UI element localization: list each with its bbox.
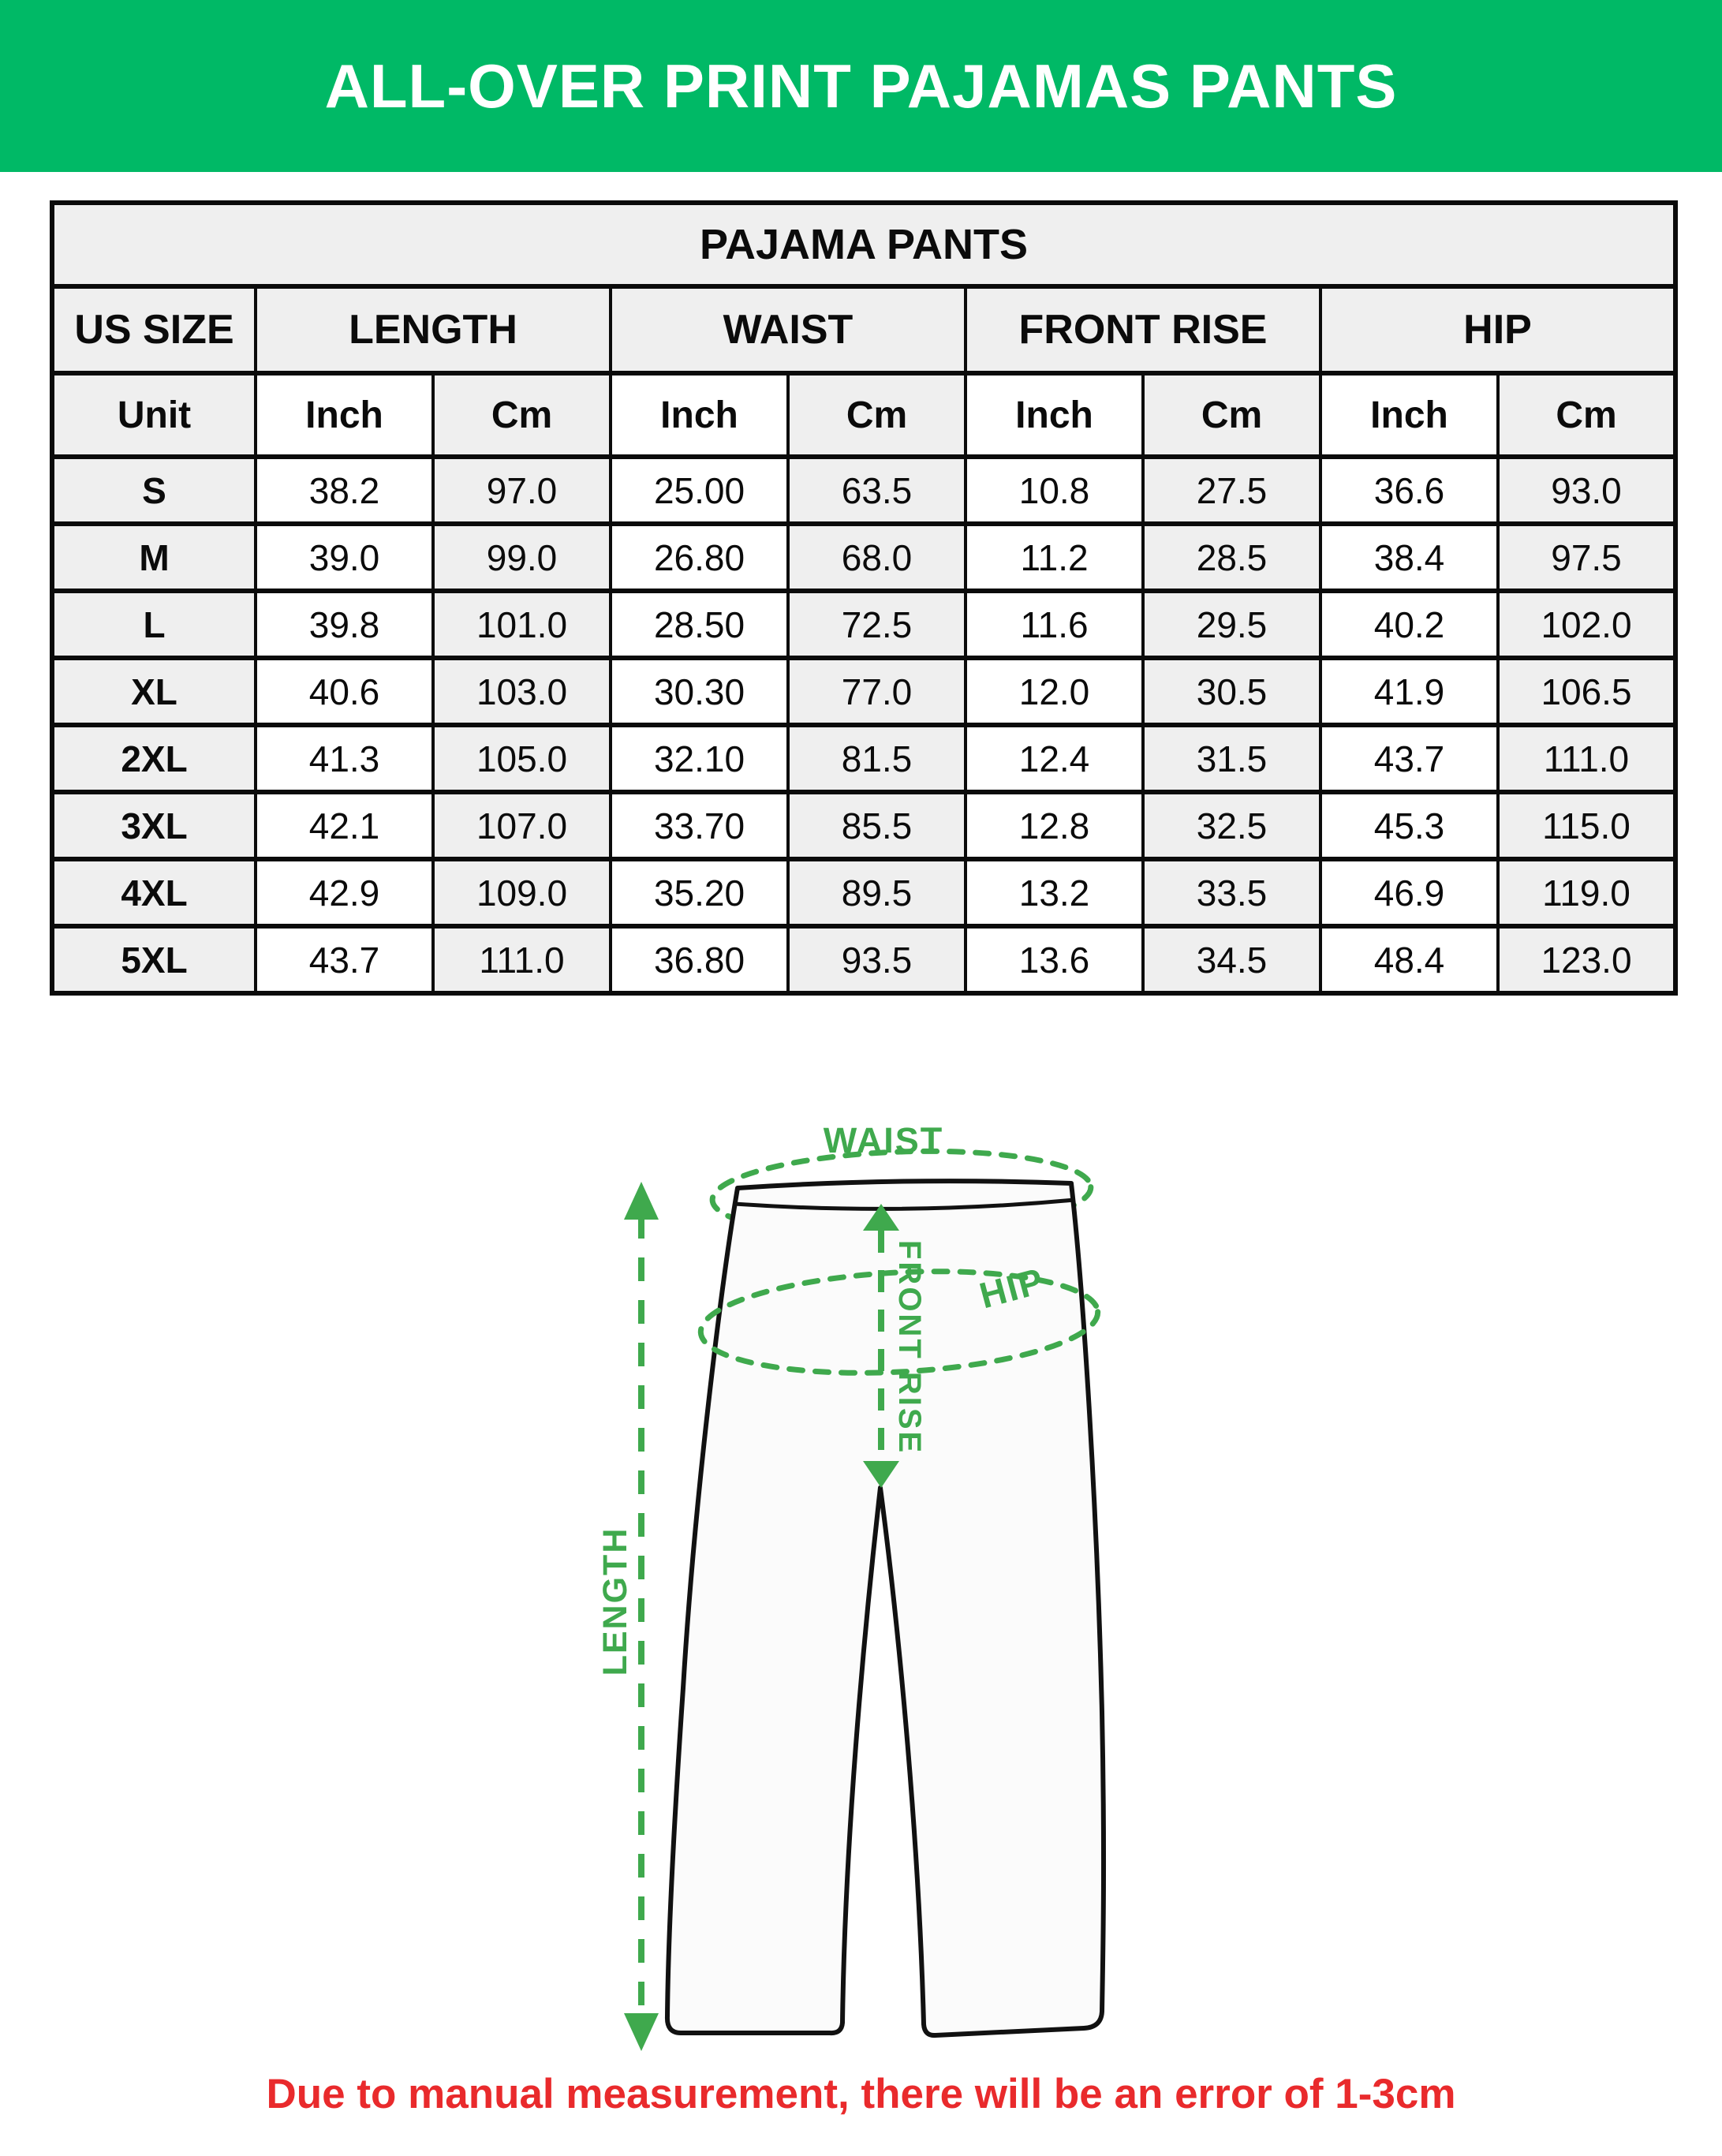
hip-label: HIP [975, 1259, 1049, 1317]
value-cell: 30.30 [611, 658, 788, 725]
value-cell: 97.5 [1498, 524, 1675, 591]
unit-cell: Cm [1143, 373, 1320, 457]
size-cell: S [52, 457, 256, 524]
value-cell: 41.3 [256, 725, 433, 792]
unit-cell: Inch [256, 373, 433, 457]
unit-cell: Inch [611, 373, 788, 457]
table-row [52, 725, 1675, 792]
table-title: PAJAMA PANTS [52, 203, 1675, 286]
value-cell: 31.5 [1143, 725, 1320, 792]
value-cell: 33.5 [1143, 859, 1320, 926]
length-arrow-down-icon [624, 2013, 659, 2051]
value-cell: 106.5 [1498, 658, 1675, 725]
value-cell: 39.0 [256, 524, 433, 591]
page-title: ALL-OVER PRINT PAJAMAS PANTS [324, 50, 1398, 121]
value-cell: 63.5 [788, 457, 966, 524]
value-cell: 115.0 [1498, 792, 1675, 859]
value-cell: 42.9 [256, 859, 433, 926]
value-cell: 30.5 [1143, 658, 1320, 725]
value-cell: 93.5 [788, 926, 966, 993]
value-cell: 111.0 [1498, 725, 1675, 792]
value-cell: 35.20 [611, 859, 788, 926]
value-cell: 27.5 [1143, 457, 1320, 524]
unit-cell: Cm [433, 373, 611, 457]
value-cell: 42.1 [256, 792, 433, 859]
value-cell: 25.00 [611, 457, 788, 524]
table-row [52, 859, 1675, 926]
value-cell: 48.4 [1320, 926, 1498, 993]
front-rise-label: FRONT RISE [892, 1240, 927, 1455]
value-cell: 40.2 [1320, 591, 1498, 658]
length-label: LENGTH [596, 1526, 634, 1676]
value-cell: 29.5 [1143, 591, 1320, 658]
size-cell: 5XL [52, 926, 256, 993]
table-row [52, 926, 1675, 993]
value-cell: 107.0 [433, 792, 611, 859]
value-cell: 85.5 [788, 792, 966, 859]
value-cell: 40.6 [256, 658, 433, 725]
size-cell: XL [52, 658, 256, 725]
size-cell: 2XL [52, 725, 256, 792]
value-cell: 102.0 [1498, 591, 1675, 658]
table-row [52, 792, 1675, 859]
measurement-disclaimer: Due to manual measurement, there will be an error of 1-3cm [266, 2071, 1456, 2117]
value-cell: 10.8 [966, 457, 1143, 524]
table-row [52, 457, 1675, 524]
value-cell: 11.2 [966, 524, 1143, 591]
value-cell: 119.0 [1498, 859, 1675, 926]
value-cell: 45.3 [1320, 792, 1498, 859]
value-cell: 26.80 [611, 524, 788, 591]
banner [0, 0, 1722, 172]
value-cell: 46.9 [1320, 859, 1498, 926]
column-header-hip: HIP [1320, 286, 1675, 373]
value-cell: 12.0 [966, 658, 1143, 725]
unit-cell: Inch [966, 373, 1143, 457]
value-cell: 97.0 [433, 457, 611, 524]
unit-cell: Cm [1498, 373, 1675, 457]
size-cell: 3XL [52, 792, 256, 859]
value-cell: 103.0 [433, 658, 611, 725]
value-cell: 28.50 [611, 591, 788, 658]
value-cell: 81.5 [788, 725, 966, 792]
size-cell: 4XL [52, 859, 256, 926]
value-cell: 36.80 [611, 926, 788, 993]
column-header-us-size: US SIZE [52, 286, 256, 373]
column-header-length: LENGTH [256, 286, 611, 373]
value-cell: 101.0 [433, 591, 611, 658]
unit-label: Unit [52, 373, 256, 457]
pants-measurement-diagram [0, 1114, 1722, 2068]
size-cell: M [52, 524, 256, 591]
value-cell: 12.8 [966, 792, 1143, 859]
value-cell: 43.7 [256, 926, 433, 993]
value-cell: 33.70 [611, 792, 788, 859]
value-cell: 105.0 [433, 725, 611, 792]
unit-cell: Inch [1320, 373, 1498, 457]
length-arrow-up-icon [624, 1182, 659, 1220]
value-cell: 123.0 [1498, 926, 1675, 993]
value-cell: 34.5 [1143, 926, 1320, 993]
value-cell: 13.2 [966, 859, 1143, 926]
column-header-waist: WAIST [611, 286, 966, 373]
table-row [52, 591, 1675, 658]
value-cell: 77.0 [788, 658, 966, 725]
pants-outline [667, 1181, 1104, 2035]
value-cell: 109.0 [433, 859, 611, 926]
value-cell: 99.0 [433, 524, 611, 591]
value-cell: 43.7 [1320, 725, 1498, 792]
value-cell: 89.5 [788, 859, 966, 926]
column-header-front-rise: FRONT RISE [966, 286, 1320, 373]
value-cell: 39.8 [256, 591, 433, 658]
value-cell: 68.0 [788, 524, 966, 591]
value-cell: 13.6 [966, 926, 1143, 993]
value-cell: 32.5 [1143, 792, 1320, 859]
value-cell: 12.4 [966, 725, 1143, 792]
table-row [52, 524, 1675, 591]
value-cell: 111.0 [433, 926, 611, 993]
unit-cell: Cm [788, 373, 966, 457]
value-cell: 38.4 [1320, 524, 1498, 591]
table-row [52, 658, 1675, 725]
value-cell: 32.10 [611, 725, 788, 792]
value-cell: 72.5 [788, 591, 966, 658]
size-chart-table [50, 200, 1678, 996]
value-cell: 38.2 [256, 457, 433, 524]
value-cell: 36.6 [1320, 457, 1498, 524]
waist-label: WAIST [823, 1120, 944, 1160]
value-cell: 41.9 [1320, 658, 1498, 725]
value-cell: 11.6 [966, 591, 1143, 658]
size-cell: L [52, 591, 256, 658]
value-cell: 93.0 [1498, 457, 1675, 524]
value-cell: 28.5 [1143, 524, 1320, 591]
